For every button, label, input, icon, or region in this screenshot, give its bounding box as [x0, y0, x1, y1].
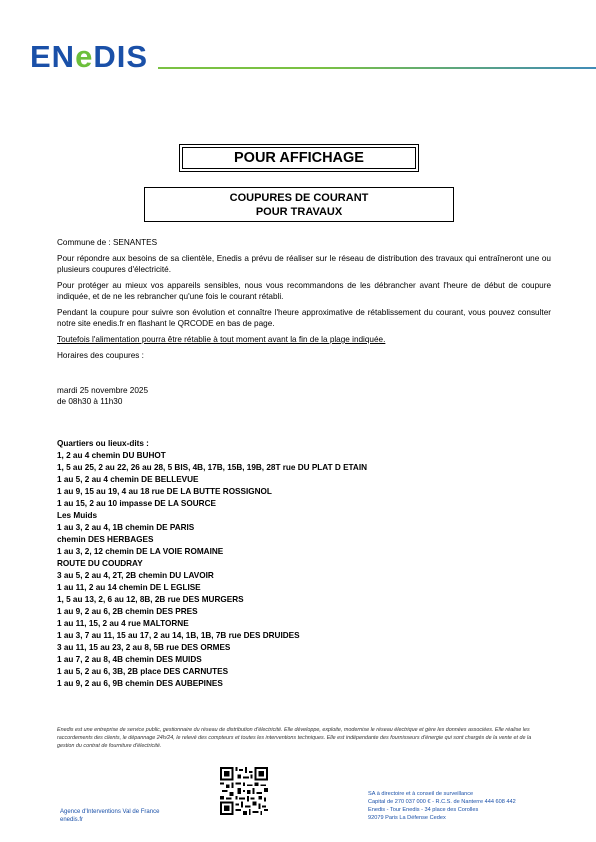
agency-info: [60, 808, 159, 824]
horaires-label: Horaires des coupures :: [57, 351, 144, 360]
agency-name: Agence d'Interventions Val de France: [60, 809, 160, 815]
paragraph-1: Pour répondre aux besoins de sa clientèle, Enedis a prévu de réaliser sur le réseau de distribution des travaux qui entraîneront une ou plusieurs coupures d'électricité.: [57, 254, 551, 274]
list-item: 1 au 15, 2 au 10 impasse DE LA SOURCE: [57, 499, 216, 508]
list-item: 1 au 9, 2 au 6, 9B chemin DES AUBEPINES: [57, 679, 223, 688]
logo-part-3: DIS: [93, 39, 149, 74]
list-heading: Quartiers ou lieux-dits :: [57, 439, 149, 448]
logo-part-2: e: [75, 39, 94, 74]
legal-line-4: 92079 Paris La Défense Cedex: [368, 815, 446, 821]
list-item: 1 au 3, 2 au 4, 1B chemin DE PARIS: [57, 523, 195, 532]
page-title: POUR AFFICHAGE: [234, 150, 364, 166]
legal-line-3: Enedis - Tour Enedis - 34 place des Corolles: [368, 807, 479, 813]
list-item: Les Muids: [57, 511, 98, 520]
list-item: 1, 5 au 25, 2 au 22, 26 au 28, 5 BIS, 4B, 17B, 15B, 19B, 28T rue DU PLAT D ETAIN: [57, 463, 368, 472]
page-header: [30, 40, 590, 74]
title-box: [179, 144, 419, 172]
paragraph-4: Toutefois l'alimentation pourra être rétablie à tout moment avant la fin de la plage indiquée.: [57, 335, 386, 344]
website-link[interactable]: enedis.fr: [60, 817, 84, 823]
list-item: 1, 5 au 13, 2, 6 au 12, 8B, 2B rue DES MURGERS: [57, 595, 244, 604]
legal-line-2: Capital de 270 037 000 € - R.C.S. de Nanterre 444 608 442: [368, 799, 516, 805]
streets-list: [57, 438, 551, 690]
legal-line-1: SA à directoire et à conseil de surveillance: [368, 791, 474, 797]
subtitle-line-1: COUPURES DE COURANT: [229, 192, 369, 204]
enedis-logo: [30, 40, 148, 74]
list-item: 1 au 11, 15, 2 au 4 rue MALTORNE: [57, 619, 189, 628]
company-legal-info: [368, 790, 516, 822]
list-item: 3 au 11, 15 au 23, 2 au 8, 5B rue DES ORMES: [57, 643, 231, 652]
list-item: 1 au 7, 2 au 8, 4B chemin DES MUIDS: [57, 655, 202, 664]
list-item: 3 au 5, 2 au 4, 2T, 2B chemin DU LAVOIR: [57, 571, 214, 580]
commune: Commune de : SENANTES: [57, 238, 158, 247]
list-item: 1 au 5, 2 au 4 chemin DE BELLEVUE: [57, 475, 199, 484]
outage-time: de 08h30 à 11h30: [57, 397, 123, 406]
list-item: ROUTE DU COUDRAY: [57, 559, 143, 568]
footer-disclaimer: Enedis est une entreprise de service public, gestionnaire du réseau de distribution d'électricité. Elle développe, exploite, modernise le réseau électrique et gère les données associées. Elle réalise les raccordements des clients, le dépannage 24h/24, le relevé des compteurs et toutes les interventions techniques. Elle est indépendante des fournisseurs d'énergie qui sont chargés de la vente et de la gestion du contrat de fourniture d'électricité.: [57, 727, 532, 749]
paragraph-2: Pour protéger au mieux vos appareils sensibles, nous vous recommandons de les débrancher avant l'heure de début de coupure indiquée, et de ne les rebrancher qu'une fois le courant rétabli.: [57, 281, 551, 301]
subtitle-box: [144, 187, 454, 222]
paragraph-3: Pendant la coupure pour suivre son évolution et connaître l'heure approximative de rétablissement du courant, vous pouvez consulter notre site enedis.fr en flashant le QRCODE en bas de page.: [57, 308, 551, 328]
list-item: 1 au 9, 2 au 6, 2B chemin DES PRES: [57, 607, 198, 616]
list-item: 1 au 3, 2, 12 chemin DE LA VOIE ROMAINE: [57, 547, 224, 556]
list-item: 1 au 11, 2 au 14 chemin DE L EGLISE: [57, 583, 201, 592]
header-divider: [158, 67, 596, 69]
list-item: chemin DES HERBAGES: [57, 535, 154, 544]
list-item: 1 au 9, 15 au 19, 4 au 18 rue DE LA BUTTE ROSSIGNOL: [57, 487, 272, 496]
outage-date: mardi 25 novembre 2025: [57, 386, 149, 395]
logo-part-1: EN: [30, 39, 76, 74]
qr-code-icon[interactable]: [220, 767, 268, 815]
list-item: 1, 2 au 4 chemin DU BUHOT: [57, 451, 166, 460]
list-item: 1 au 5, 2 au 6, 3B, 2B place DES CARNUTES: [57, 667, 229, 676]
notice-body: [57, 237, 551, 407]
list-item: 1 au 3, 7 au 11, 15 au 17, 2 au 14, 1B, 1B, 7B rue DES DRUIDES: [57, 631, 300, 640]
subtitle-line-2: POUR TRAVAUX: [255, 206, 343, 218]
